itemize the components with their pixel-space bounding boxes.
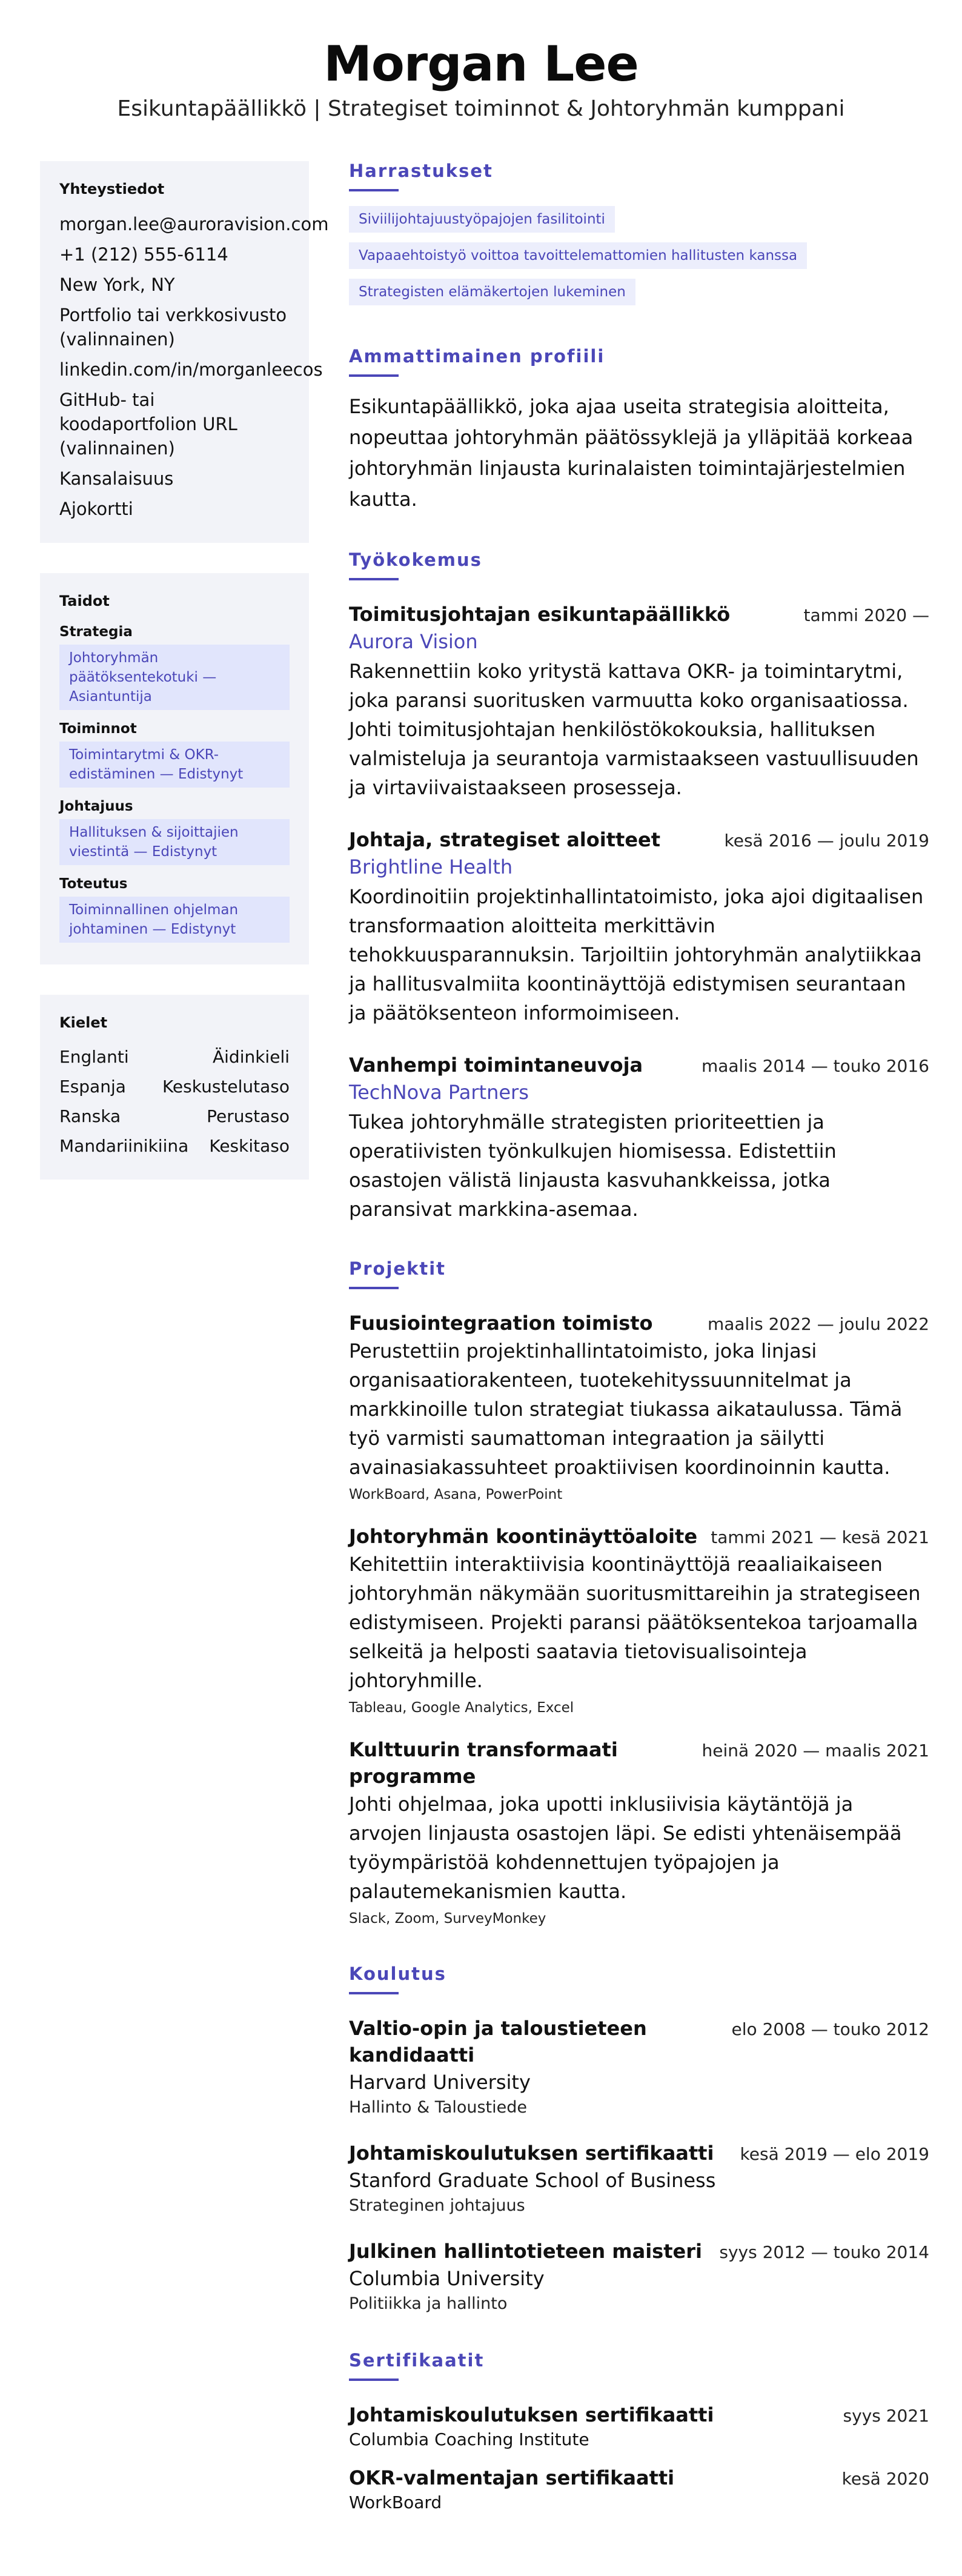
project-description: Perustettiin projektinhallintatoimisto, joka linjasi organisaatiorakenteen, tuotekehityssuunnitelmat ja markkinoille tulon strategiat tiukassa aikataulussa. Tämä työ varmisti saumattoman integraation ja säilytti avainasiakassuhteet proaktiivisen koordinoinnin kautta. [349, 1339, 903, 1479]
experience-entry [349, 826, 929, 1027]
language-level: Keskitaso [209, 1136, 290, 1156]
project-tools: Slack, Zoom, SurveyMonkey [349, 1911, 546, 1927]
education-entry [349, 2015, 929, 2119]
hobbies-section [349, 159, 929, 315]
section-divider [349, 578, 399, 580]
project-date: maalis 2022 — joulu 2022 [707, 1314, 929, 1334]
section-title: Ammattimainen profiili [349, 346, 605, 367]
school-name: Harvard University [349, 2071, 531, 2094]
certification-entry [349, 2402, 929, 2451]
certification-name: OKR-valmentajan sertifikaatti [349, 2466, 675, 2489]
job-title: Vanhempi toimintaneuvoja [349, 1054, 643, 1077]
experience-section [349, 548, 929, 1224]
project-date: tammi 2021 — kesä 2021 [711, 1527, 929, 1547]
language-name: Ranska [59, 1106, 121, 1126]
project-entry [349, 1310, 929, 1505]
languages-card [40, 995, 309, 1180]
project-title: Fuusiointegraation toimisto [349, 1312, 653, 1335]
skill-tag: Toimintarytmi & OKR-edistäminen — Edistynyt [59, 742, 290, 788]
certification-name: Johtamiskoulutuksen sertifikaatti [349, 2403, 714, 2426]
job-company: Aurora Vision [349, 630, 478, 653]
language-level: Keskustelutaso [162, 1077, 290, 1097]
job-title: Johtaja, strategiset aloitteet [349, 828, 661, 851]
languages-title: Kielet [59, 1014, 108, 1031]
profile-text: Esikuntapäällikkö, joka ajaa useita strategisia aloitteita, nopeuttaa johtoryhmän päätössyklejä ja ylläpitää korkeaa johtoryhmän linjausta kurinalaisten toimintajärjestelmien kautta. [349, 395, 914, 511]
experience-entry [349, 601, 929, 802]
hobby-tag: Strategisten elämäkertojen lukeminen [349, 279, 635, 305]
project-entry [349, 1523, 929, 1718]
education-entry [349, 2238, 929, 2315]
section-title: Harrastukset [349, 161, 493, 181]
school-name: Stanford Graduate School of Business [349, 2169, 716, 2192]
projects-section [349, 1256, 929, 1929]
job-date: kesä 2016 — joulu 2019 [724, 831, 929, 851]
language-row [59, 1135, 290, 1158]
contact-email[interactable]: morgan.lee@auroravision.com [59, 214, 329, 234]
education-date: elo 2008 — touko 2012 [731, 2019, 929, 2039]
project-description: Kehitettiin interaktiivisia koontinäyttöjä reaaliaikaiseen johtoryhmän näkymään suoritusmittareihin ja strategiseen edistymiseen. Projekti paransi päätöksentekoa tarjoamalla selkeitä ja helposti saatavia tietovisualisointeja johtoryhmille. [349, 1553, 921, 1692]
degree-title: Julkinen hallintotieteen maisteri [349, 2240, 702, 2263]
contact-portfolio: Portfolio tai verkkosivusto (valinnainen) [59, 305, 287, 350]
project-tools: Tableau, Google Analytics, Excel [349, 1700, 574, 1716]
contact-drivers-license: Ajokortti [59, 499, 133, 519]
education-entry [349, 2140, 929, 2217]
hobby-tag: Siviilijohtajuustyöpajojen fasilitointi [349, 206, 615, 233]
language-row [59, 1105, 290, 1128]
school-name: Columbia University [349, 2267, 545, 2290]
skill-tag: Toiminnallinen ohjelman johtaminen — Edistynyt [59, 897, 290, 943]
candidate-name: Morgan Lee [323, 36, 639, 92]
education-section [349, 1962, 929, 2315]
field-of-study: Politiikka ja hallinto [349, 2294, 508, 2313]
profile-section [349, 344, 929, 515]
job-company: TechNova Partners [349, 1081, 529, 1104]
experience-entry [349, 1052, 929, 1224]
sidebar [40, 161, 329, 1210]
certification-issuer: Columbia Coaching Institute [349, 2429, 589, 2449]
skill-category-label: Johtajuus [59, 798, 133, 814]
resume-header [0, 0, 962, 124]
language-row [59, 1046, 290, 1069]
section-title: Koulutus [349, 1964, 446, 1984]
project-date: heinä 2020 — maalis 2021 [702, 1741, 929, 1761]
certification-date: syys 2021 [843, 2406, 929, 2426]
contact-title: Yhteystiedot [59, 181, 165, 198]
language-level: Perustaso [207, 1106, 290, 1126]
section-title: Sertifikaatit [349, 2350, 485, 2371]
main-column [349, 159, 929, 2547]
certification-issuer: WorkBoard [349, 2492, 442, 2512]
project-description: Johti ohjelmaa, joka upotti inklusiivisia käytäntöjä ja arvojen linjausta osastojen läpi. Se edisti yhtenäisempää työympäristöä kohdennettujen työpajojen ja palautemekanismien kautta. [349, 1793, 902, 1903]
language-name: Englanti [59, 1047, 129, 1067]
degree-title: Johtamiskoulutuksen sertifikaatti [349, 2142, 714, 2165]
contact-github: GitHub- tai koodaportfolion URL (valinnainen) [59, 390, 237, 459]
project-title: Johtoryhmän koontinäyttöaloite [349, 1525, 698, 1548]
education-date: kesä 2019 — elo 2019 [740, 2144, 929, 2164]
certification-date: kesä 2020 [841, 2469, 929, 2489]
job-title: Toimitusjohtajan esikuntapäällikkö [349, 603, 731, 626]
section-divider [349, 189, 399, 191]
skills-title: Taidot [59, 593, 110, 609]
skill-category-label: Toteutus [59, 876, 128, 892]
certifications-section [349, 2348, 929, 2514]
contact-linkedin[interactable]: linkedin.com/in/morganleecos [59, 359, 323, 380]
job-date: maalis 2014 — touko 2016 [701, 1056, 929, 1076]
job-date: tammi 2020 — [803, 605, 929, 625]
section-divider [349, 2378, 399, 2381]
skill-tag: Hallituksen & sijoittajien viestintä — Edistynyt [59, 819, 290, 865]
project-entry [349, 1736, 929, 1929]
contact-card [40, 161, 329, 543]
degree-title: Valtio-opin ja taloustieteen kandidaatti [349, 2017, 647, 2066]
field-of-study: Strateginen johtajuus [349, 2196, 525, 2215]
language-name: Espanja [59, 1077, 126, 1097]
section-divider [349, 1992, 399, 1994]
job-description: Rakennettiin koko yritystä kattava OKR- ja toimintarytmi, joka paransi suoritusken varmuutta koko organisaatiossa. Johti toimitusjohtajan henkilöstökokouksia, hallituksen valmisteluja ja seurantoja varmistaakseen vastuullisuuden ja virtaviivaistaakseen prosesseja. [349, 660, 919, 799]
project-title: Kulttuurin transformaati programme [349, 1738, 618, 1788]
language-level: Äidinkieli [212, 1047, 290, 1067]
candidate-headline: Esikuntapäällikkö | Strategiset toiminnot & Johtoryhmän kumppani [117, 96, 845, 121]
contact-phone: +1 (212) 555-6114 [59, 244, 228, 265]
hobby-list [349, 206, 929, 315]
project-tools: WorkBoard, Asana, PowerPoint [349, 1487, 563, 1502]
skills-card [40, 573, 309, 964]
section-title: Työkokemus [349, 549, 482, 570]
certification-entry [349, 2465, 929, 2514]
education-date: syys 2012 — touko 2014 [719, 2242, 929, 2262]
language-row [59, 1075, 290, 1098]
job-description: Koordinoitiin projektinhallintatoimisto, joka ajoi digitaalisen transformaation aloitteita merkittävin tehokkuusparannuksin. Tarjoiltiin johtoryhmän analytiikkaa ja hallitusvalmiita koontinäyttöjä edistymisen seurantaan ja päätöksenteon informoimiseen. [349, 885, 924, 1024]
job-company: Brightline Health [349, 855, 513, 878]
skill-category-label: Strategia [59, 624, 133, 640]
contact-citizenship: Kansalaisuus [59, 468, 174, 489]
field-of-study: Hallinto & Taloustiede [349, 2098, 528, 2117]
skill-tag: Johtoryhmän päätöksentekotuki — Asiantuntija [59, 645, 290, 710]
skill-category-label: Toiminnot [59, 721, 137, 737]
contact-location: New York, NY [59, 274, 175, 295]
language-name: Mandariinikiina [59, 1136, 189, 1156]
section-title: Projektit [349, 1258, 446, 1279]
section-divider [349, 374, 399, 377]
hobby-tag: Vapaaehtoistyö voittoa tavoittelemattomien hallitusten kanssa [349, 242, 807, 269]
section-divider [349, 1287, 399, 1289]
job-description: Tukea johtoryhmälle strategisten prioriteettien ja operatiivisten työnkulkujen hiomisessa. Edistettiin osastojen välistä linjausta kasvuhankkeissa, jotka paransivat markkina-asemaa. [349, 1110, 837, 1221]
